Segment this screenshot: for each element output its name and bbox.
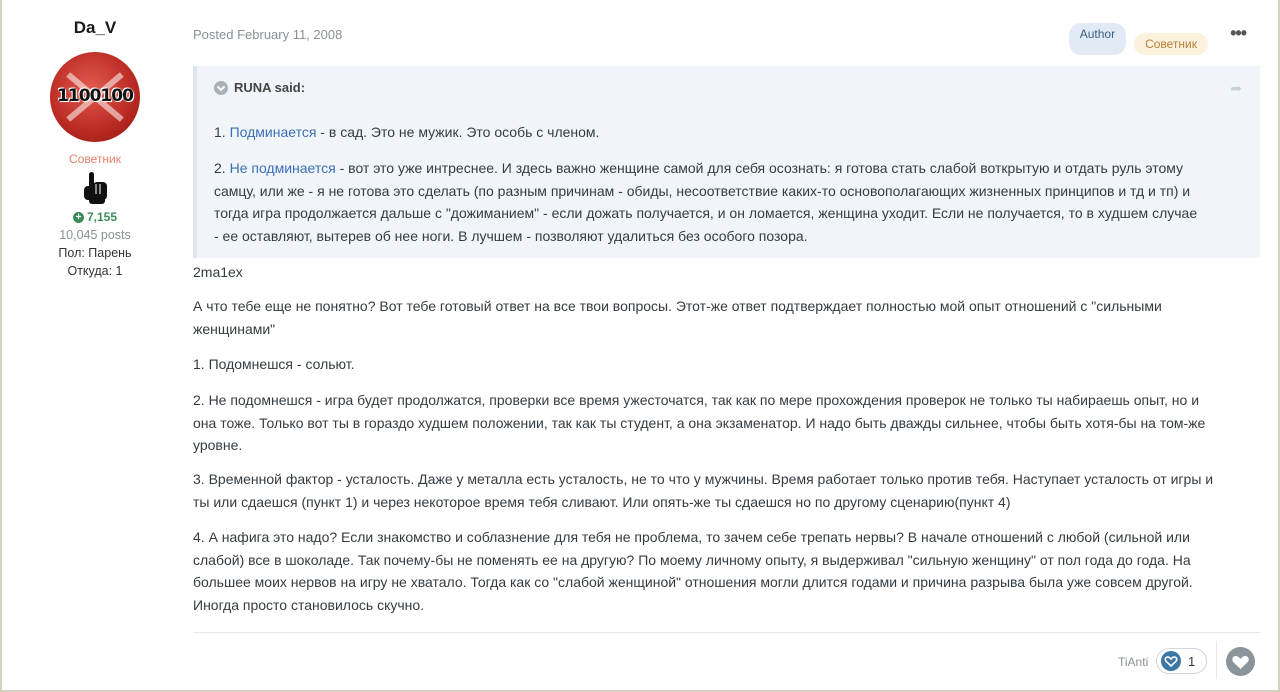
avatar-text: 1100100 bbox=[57, 86, 133, 106]
quote-line-4: тогда игра продолжается дальше с "дожиманием" - если дожать получается, и он ломается, женщина уходит. Если не получается, то в худшем случае bbox=[214, 205, 1198, 221]
post-line: 3. Временной фактор - усталость. Даже у металла есть усталость, не то что у мужчины. Время работает только против тебя. Наступает усталость от игры и bbox=[193, 471, 1214, 487]
post-line: большее моих нервов на игру не хватало. Тогда как со "слабой женщиной" отношения могли длится годами и причина разрыва была уже совсем другой. bbox=[193, 574, 1193, 590]
reputation-badge bbox=[40, 210, 150, 224]
reaction-divider bbox=[1216, 641, 1217, 679]
quote-block bbox=[193, 66, 1260, 258]
share-arrow-icon[interactable]: ➦ bbox=[1230, 80, 1242, 96]
more-options-button[interactable]: ••• bbox=[1230, 23, 1246, 43]
reaction-count-button[interactable] bbox=[1156, 648, 1207, 674]
author-post-count: 10,045 posts bbox=[59, 228, 131, 242]
post-line: Иногда просто становилось скучно. bbox=[193, 596, 425, 613]
hand-pointer-icon bbox=[81, 170, 109, 206]
post-line: 2. Не подомнешся - игра будет продолжатся, проверки все время ужесточатся, так как по мере прохождения проверок не только ты набираешь опыт, но и bbox=[193, 392, 1200, 408]
post-line: женщинами" bbox=[193, 320, 276, 337]
post-date[interactable]: Posted February 11, 2008 bbox=[193, 27, 343, 42]
post-badges bbox=[1069, 23, 1208, 55]
reaction-count: 1 bbox=[1188, 653, 1196, 669]
footer-divider bbox=[193, 632, 1260, 633]
like-heart-icon[interactable] bbox=[1226, 647, 1255, 676]
quote-line-2: 2. Не подминается - вот это уже интреснее. И здесь важно женщине самой для себя осознать: я готова стать слабой воткрытую и отдать руль этому bbox=[214, 160, 1184, 176]
post-line: она тоже. Только вот ты в гораздо худшем положении, так как ты студент, а она экзаменатор. И надо быть дважды сильнее, чтобы быть хотя-бы на том-же bbox=[193, 414, 1206, 431]
author-gender: Пол: Парень bbox=[58, 246, 132, 260]
quote-link[interactable]: Не подминается bbox=[229, 160, 336, 176]
post-line: 1. Подомнешся - сольют. bbox=[193, 356, 355, 372]
quote-line-3: самцу, или же - я не готова это сделать (по разным причинам - обиды, несоответствие каких-то основополагающих жизненных принципов и тд и тп) и bbox=[214, 182, 1191, 199]
post-line: А что тебе еще не понятно? Вот тебе готовый ответ на все твои вопросы. Этот-же ответ подтверждает полностью мой опыт отношений с "сильными bbox=[193, 298, 1162, 314]
author-rank: Советник bbox=[69, 152, 121, 166]
rank-badge: Советник bbox=[1134, 33, 1208, 55]
reputation-count: 7,155 bbox=[86, 210, 118, 224]
reaction-user[interactable]: TiAnti bbox=[1118, 655, 1149, 669]
author-location: Откуда: 1 bbox=[67, 264, 123, 278]
author-username[interactable]: Da_V bbox=[73, 18, 117, 37]
quote-line-1: 1. Подминается - в сад. Это не мужик. Это особь с членом. bbox=[214, 124, 600, 140]
plus-icon: + bbox=[73, 212, 84, 223]
post-line: 4. А нафига это надо? Если знакомство и соблазнение для тебя не проблема, то зачем себе трепать нервы? В начале отношений с любой (сильной или bbox=[193, 529, 1190, 545]
quote-line-5: - ее оставляют, вытерев об нее ноги. В лучшем - позволяют удалиться без особого позора. bbox=[214, 227, 808, 244]
quote-link[interactable]: Подминается bbox=[229, 124, 317, 140]
chevron-down-icon[interactable] bbox=[214, 81, 228, 95]
post-line: ты или сдаешся (пункт 1) и через некоторое время тебя сливают. Или опять-же ты сдаешся но по другому сценарию(пункт 4) bbox=[193, 493, 1011, 510]
post-line: слабой) все в шоколаде. Так почему-бы не поменять ее на другую? По моему личному опыту, я выдерживал "сильную женщину" от пол года до года. На bbox=[193, 551, 1191, 568]
author-avatar[interactable] bbox=[50, 52, 140, 142]
post-addressee: 2ma1ex bbox=[193, 264, 243, 280]
author-panel bbox=[40, 18, 150, 278]
post-line: уровне. bbox=[193, 437, 243, 453]
heart-reaction-icon bbox=[1161, 651, 1181, 671]
author-badge: Author bbox=[1069, 23, 1126, 55]
quote-author: RUNA said: bbox=[234, 80, 306, 95]
quote-header[interactable] bbox=[214, 80, 305, 95]
